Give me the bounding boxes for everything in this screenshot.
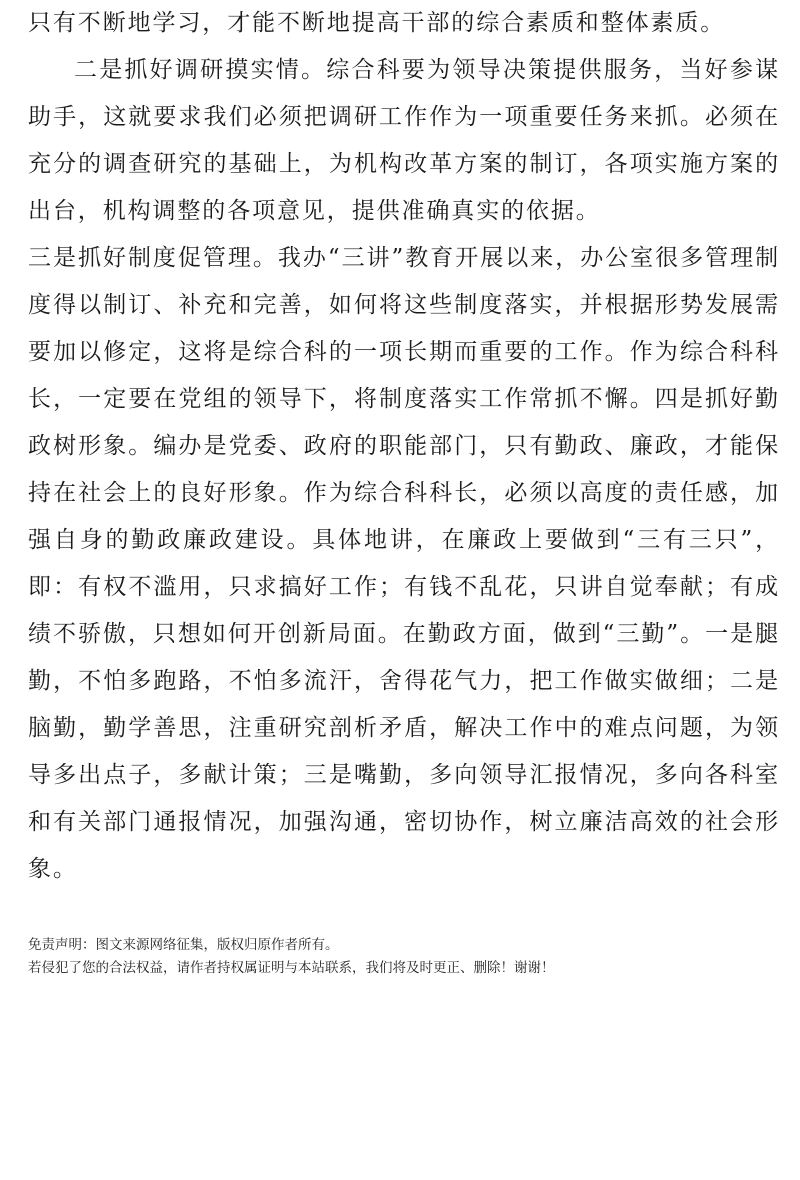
disclaimer-line-2: 若侵犯了您的合法权益，请作者持权属证明与本站联系，我们将及时更正、删除！谢谢！ <box>28 960 555 976</box>
paragraph-continuation: 只有不断地学习，才能不断地提高干部的综合素质和整体素质。 <box>28 10 726 36</box>
document-body <box>28 0 780 893</box>
disclaimer-line-1: 免责声明：图文来源网络征集，版权归原作者所有。 <box>28 937 339 953</box>
paragraph-system-management: 三是抓好制度促管理。我办“三讲”教育开展以来，办公室很多管理制度得以制订、补充和完善，如何将这些制度落实，并根据形势发展需要加以修定，这将是综合科的一项长期而重要的工作。作为综合科科长，一定要在党组的领导下，将制度落实工作常抓不懈。四是抓好勤政树形象。编办是党委、政府的职能部门，只有勤政、廉政，才能保持在社会上的良好形象。作为综合科科长，必须以高度的责任感，加强自身的勤政廉政建设。具体地讲，在廉政上要做到“三有三只”，即：有权不滥用，只求搞好工作；有钱不乱花，只讲自觉奉献；有成绩不骄傲，只想如何开创新局面。在勤政方面，做到“三勤”。一是腿勤，不怕多跑路，不怕多流汗，舍得花气力，把工作做实做细；二是脑勤，勤学善思，注重研究剖析矛盾，解决工作中的难点问题，为领导多出点子，多献计策；三是嘴勤，多向领导汇报情况，多向各科室和有关部门通报情况，加强沟通，密切协作，树立廉洁高效的社会形象。 <box>28 245 780 882</box>
disclaimer <box>28 934 780 980</box>
paragraph-research: 二是抓好调研摸实情。综合科要为领导决策提供服务，当好参谋助手，这就要求我们必须把调研工作作为一项重要任务来抓。必须在充分的调查研究的基础上，为机构改革方案的制订，各项实施方案的出台，机构调整的各项意见，提供准确真实的依据。 <box>28 57 780 224</box>
